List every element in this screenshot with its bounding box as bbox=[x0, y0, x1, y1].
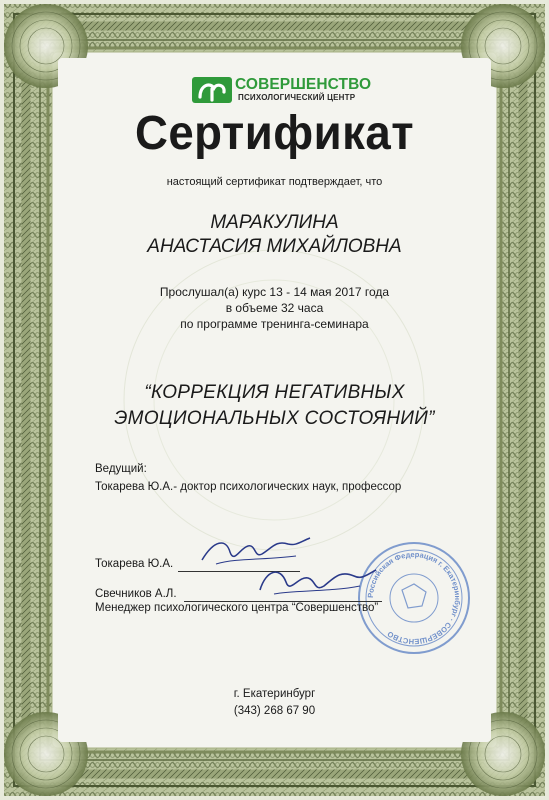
program-title-line2: ЭМОЦИОНАЛЬНЫХ СОСТОЯНИЙ” bbox=[114, 408, 435, 429]
host-label: Ведущий: bbox=[95, 463, 147, 475]
recipient-surname: МАРАКУЛИНА bbox=[210, 212, 339, 233]
course-program-label: по программе тренинга-семинара bbox=[180, 317, 369, 331]
center-logo bbox=[192, 76, 372, 106]
certificate-subtitle: настоящий сертификат подтверждает, что bbox=[166, 176, 383, 188]
signatory-tokareva: Токарева Ю.А. bbox=[95, 558, 174, 570]
program-title-line1: “КОРРЕКЦИЯ НЕГАТИВНЫХ bbox=[144, 382, 405, 403]
logo-subtitle: ПСИХОЛОГИЧЕСКИЙ ЦЕНТР bbox=[238, 93, 356, 102]
certificate-title: Сертификат bbox=[134, 107, 415, 160]
recipient-given-names: АНАСТАСИЯ МИХАЙЛОВНА bbox=[147, 236, 402, 257]
course-dates: Прослушал(а) курс 13 - 14 мая 2017 года bbox=[159, 285, 390, 299]
manager-title: Менеджер психологического центра “Совершенство” bbox=[95, 602, 379, 614]
signature-2-icon bbox=[250, 556, 380, 602]
footer-phone: (343) 268 67 90 bbox=[233, 705, 316, 717]
course-hours: в объеме 32 часа bbox=[225, 301, 324, 315]
footer-city: г. Екатеринбург bbox=[233, 688, 316, 700]
logo-emblem-icon bbox=[192, 77, 232, 103]
signatory-svechnikov: Свечников А.Л. bbox=[95, 588, 177, 600]
logo-name: СОВЕРШЕНСТВО bbox=[235, 76, 372, 93]
stamp-text: Российская Федерация г. Екатеринбург · СОВЕРШЕНСТВО bbox=[365, 549, 463, 647]
host-description: Токарева Ю.А.- доктор психологических наук, профессор bbox=[95, 481, 402, 493]
